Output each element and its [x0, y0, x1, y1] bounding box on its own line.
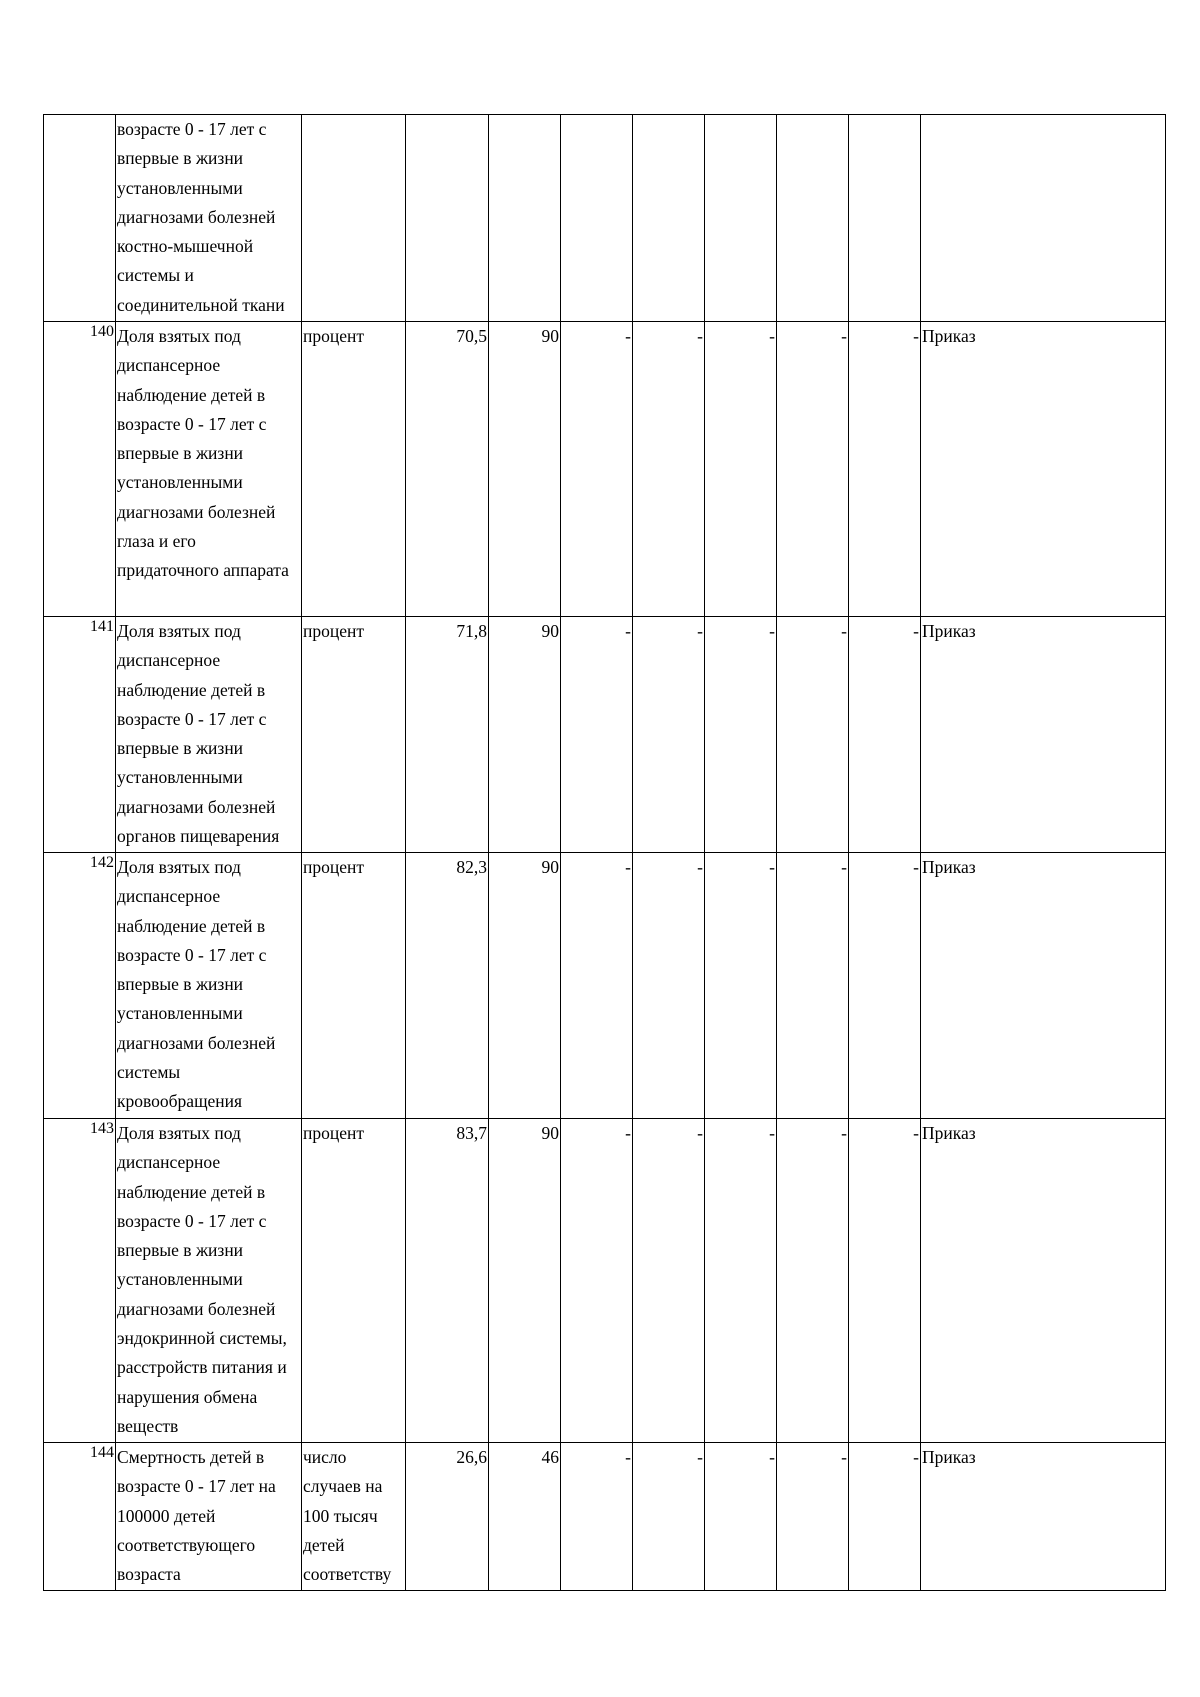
table-row — [44, 853, 1166, 1119]
target-value: 90 — [489, 322, 561, 617]
value-cell: - — [561, 617, 633, 853]
row-number — [44, 115, 116, 322]
row-number: 140 — [44, 322, 116, 617]
indicator-name: Доля взятых под диспансерное наблюдение детей в возрасте 0 - 17 лет с впервые в жизни установленными диагнозами болезней глаза и его придаточного аппарата — [116, 322, 302, 617]
base-value: 26,6 — [406, 1443, 489, 1591]
value-cell — [633, 115, 705, 322]
source-cell: Приказ — [921, 322, 1166, 617]
value-cell: - — [561, 853, 633, 1119]
base-value: 70,5 — [406, 322, 489, 617]
source-cell: Приказ — [921, 1119, 1166, 1443]
value-cell: - — [777, 617, 849, 853]
source-cell — [921, 115, 1166, 322]
indicator-name: возрасте 0 - 17 лет с впервые в жизни установленными диагнозами болезней костно-мышечной системы и соединительной ткани — [116, 115, 302, 322]
row-number: 143 — [44, 1119, 116, 1443]
row-number: 142 — [44, 853, 116, 1119]
indicator-name: Доля взятых под диспансерное наблюдение детей в возрасте 0 - 17 лет с впервые в жизни установленными диагнозами болезней эндокринной системы, расстройств питания и нарушения обмена веществ — [116, 1119, 302, 1443]
value-cell — [777, 115, 849, 322]
target-value: 46 — [489, 1443, 561, 1591]
unit-cell: процент — [302, 617, 406, 853]
base-value — [406, 115, 489, 322]
row-number: 144 — [44, 1443, 116, 1591]
value-cell: - — [705, 853, 777, 1119]
value-cell: - — [705, 322, 777, 617]
unit-cell: процент — [302, 1119, 406, 1443]
value-cell: - — [705, 1443, 777, 1591]
indicators-table — [43, 114, 1166, 1591]
unit-cell: процент — [302, 853, 406, 1119]
base-value: 83,7 — [406, 1119, 489, 1443]
value-cell: - — [561, 1119, 633, 1443]
source-cell: Приказ — [921, 617, 1166, 853]
value-cell: - — [849, 1443, 921, 1591]
indicator-name: Смертность детей в возрасте 0 - 17 лет на 100000 детей соответствующего возраста — [116, 1443, 302, 1591]
unit-cell — [302, 115, 406, 322]
value-cell: - — [777, 322, 849, 617]
value-cell: - — [705, 1119, 777, 1443]
table-row — [44, 322, 1166, 617]
table-row — [44, 1119, 1166, 1443]
value-cell: - — [561, 322, 633, 617]
source-cell: Приказ — [921, 1443, 1166, 1591]
value-cell: - — [633, 853, 705, 1119]
value-cell: - — [633, 322, 705, 617]
base-value: 82,3 — [406, 853, 489, 1119]
table-row — [44, 1443, 1166, 1591]
value-cell: - — [705, 617, 777, 853]
value-cell: - — [849, 322, 921, 617]
value-cell: - — [561, 1443, 633, 1591]
value-cell: - — [849, 617, 921, 853]
source-cell: Приказ — [921, 853, 1166, 1119]
value-cell — [561, 115, 633, 322]
unit-cell: процент — [302, 322, 406, 617]
value-cell: - — [633, 1119, 705, 1443]
value-cell: - — [777, 853, 849, 1119]
base-value: 71,8 — [406, 617, 489, 853]
value-cell — [705, 115, 777, 322]
table-row — [44, 617, 1166, 853]
value-cell: - — [777, 1443, 849, 1591]
target-value: 90 — [489, 1119, 561, 1443]
value-cell: - — [777, 1119, 849, 1443]
target-value: 90 — [489, 617, 561, 853]
table-row — [44, 115, 1166, 322]
value-cell: - — [849, 853, 921, 1119]
value-cell: - — [849, 1119, 921, 1443]
target-value: 90 — [489, 853, 561, 1119]
target-value — [489, 115, 561, 322]
value-cell — [849, 115, 921, 322]
value-cell: - — [633, 1443, 705, 1591]
unit-cell: число случаев на 100 тысяч детей соответству — [302, 1443, 406, 1591]
indicator-name: Доля взятых под диспансерное наблюдение детей в возрасте 0 - 17 лет с впервые в жизни установленными диагнозами болезней системы кровообращения — [116, 853, 302, 1119]
indicator-name: Доля взятых под диспансерное наблюдение детей в возрасте 0 - 17 лет с впервые в жизни установленными диагнозами болезней органов пищеварения — [116, 617, 302, 853]
value-cell: - — [633, 617, 705, 853]
row-number: 141 — [44, 617, 116, 853]
